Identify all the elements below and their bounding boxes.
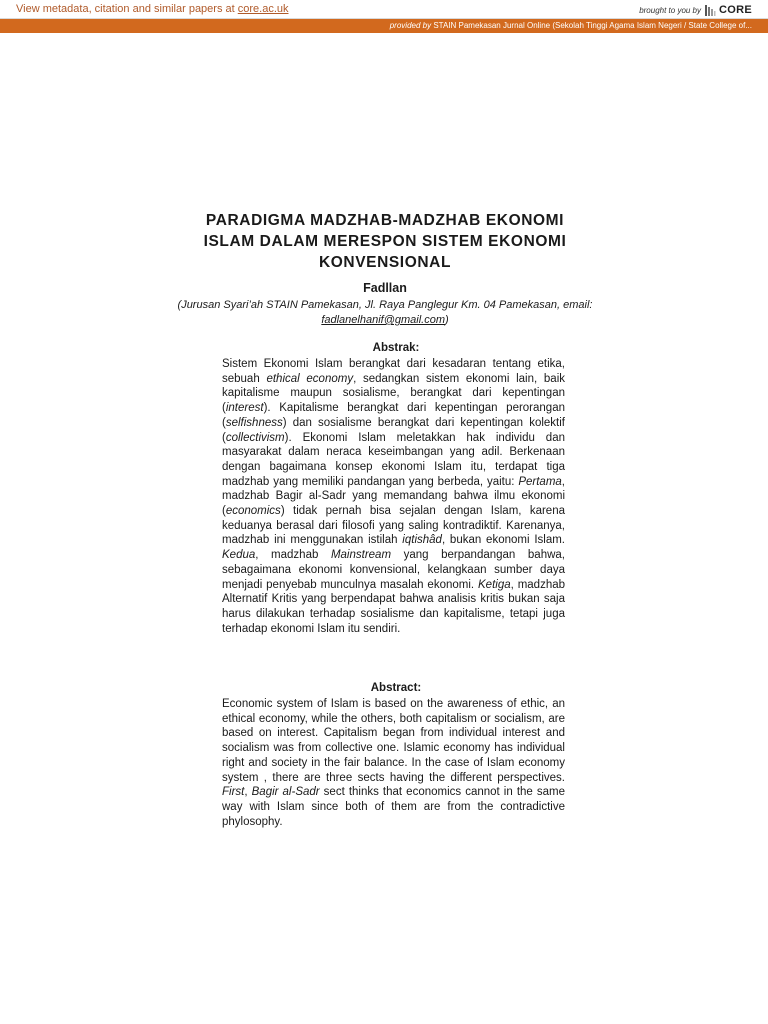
abstract-italic: Bagir al-Sadr: [251, 786, 320, 799]
title-line-2: ISLAM DALAM MERESPON SISTEM EKONOMI: [203, 233, 567, 250]
abstrak-text: ) tidak pernah bisa sejalan dengan Islam, karena keduanya berasal dari filosofi yang saling kontradiktif. Karenanya, madzhab ini menggunakan istilah: [222, 505, 565, 547]
abstrak-text: , bukan ekonomi Islam.: [441, 534, 565, 547]
core-label: CORE: [719, 4, 752, 16]
abstrak-italic: iqtishâd: [402, 534, 442, 547]
title-line-3: KONVENSIONAL: [318, 254, 452, 271]
provided-by-text[interactable]: [390, 21, 752, 30]
brought-text: brought to you by: [639, 5, 702, 15]
abstrak-italic: selfishness: [225, 416, 283, 429]
abstrak-italic: ethical economy: [266, 372, 354, 385]
brought-to-you-by[interactable]: [639, 2, 752, 18]
title-line-1: PARADIGMA MADZHAB-MADZHAB EKONOMI: [205, 212, 565, 229]
abstract-text: sect thinks that economics cannot in the same way with Islam since both of them are from the contradictive phylosophy.: [222, 786, 565, 828]
author-email[interactable]: fadlanelhanif@gmail.com: [321, 314, 445, 326]
core-ac-uk-link[interactable]: core.ac.uk: [237, 3, 289, 15]
affiliation-close: ): [445, 314, 449, 326]
core-logo-icon: [704, 4, 716, 17]
paper-title: [150, 210, 620, 273]
abstract-body: [222, 697, 565, 829]
abstract-text: ,: [244, 786, 252, 799]
abstrak-text: yang berpandangan bahwa, sebagaimana ekonomi konvensional, kelangkaan sumber daya menjadi penyebab munculnya masalah ekonomi.: [222, 549, 565, 591]
abstrak-italic: Kedua: [222, 549, 256, 562]
provided-by-prefix: provided by: [389, 21, 432, 30]
abstrak-text: ) dan sosialisme berangkat dari kepentingan kolektif (: [222, 416, 565, 444]
view-metadata-text: View metadata, citation and similar papers at: [16, 3, 238, 15]
abstrak-italic: collectivism: [225, 431, 285, 444]
author-name: Fadllan: [363, 281, 407, 295]
abstrak-italic: Mainstream: [330, 549, 392, 562]
abstrak-text: Sistem Ekonomi Islam berangkat dari kesadaran tentang etika, sebuah: [222, 358, 565, 385]
abstrak-text: , madzhab Bagir al-Sadr yang memandang bahwa ilmu ekonomi (: [222, 475, 565, 518]
abstrak-italic: interest: [225, 402, 264, 415]
provided-by-bar: [0, 19, 768, 33]
abstrak-heading: Abstrak:: [372, 342, 420, 354]
abstrak-text: ). Ekonomi Islam meletakkan hak individu dan masyarakat dalam neraca keseimbangan yang adil. Berkenaan dengan bagaimana konsep ekonomi Islam itu, terdapat tiga madzhab yang memiliki pandangan yang berbeda, yaitu:: [222, 431, 565, 488]
abstract-heading: Abstract:: [370, 682, 422, 694]
abstrak-body: [222, 357, 565, 636]
abstrak-text: , madzhab: [255, 549, 331, 562]
view-metadata-link[interactable]: [16, 3, 289, 15]
abstrak-text: , madzhab Alternatif Kritis yang berpendapat bahwa analisis kritis bukan saja harus dilakukan terhadap sosialisme dan kapitalisme, tetapi juga terhadap ekonomi Islam itu sendiri.: [222, 578, 566, 635]
abstrak-italic: economics: [225, 505, 281, 518]
abstract-italic: First: [222, 786, 245, 799]
provided-by-source: STAIN Pamekasan Jurnal Online (Sekolah Tinggi Agama Islam Negeri / State College of...: [431, 21, 752, 30]
core-banner: [0, 0, 768, 19]
abstrak-italic: Ketiga: [478, 578, 511, 591]
affiliation-text: (Jurusan Syari’ah STAIN Pamekasan, Jl. Raya Panglegur Km. 04 Pamekasan, email:: [177, 299, 593, 311]
abstract-text: Economic system of Islam is based on the awareness of ethic, an ethical economy, while the others, both capitalism or socialism, are based on interest. Capitalism began from individual interest and socialism was from collective one. Islamic economy has individual right and society in the fair balance. In the case of Islam economy system , there are three sects having the different perspectives.: [222, 698, 565, 784]
abstrak-text: , sedangkan sistem ekonomi lain, baik kapitalisme maupun sosialisme, berangkat dari kepentingan (: [222, 372, 565, 415]
author-affiliation: [170, 298, 600, 328]
abstrak-italic: Pertama: [518, 475, 562, 488]
abstrak-text: ). Kapitalisme berangkat dari kepentingan perorangan (: [222, 402, 565, 429]
